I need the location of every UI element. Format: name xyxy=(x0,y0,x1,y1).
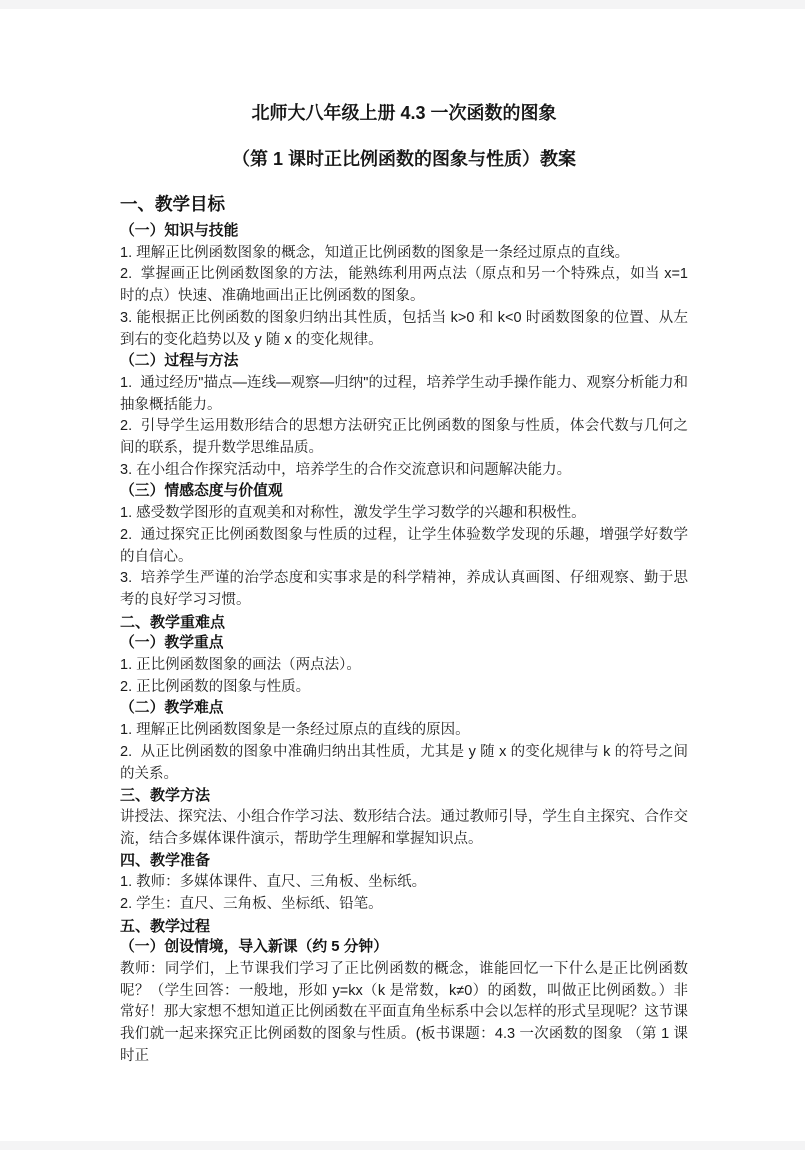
section-heading: 四、教学准备 xyxy=(120,852,211,870)
section-heading: 五、教学过程 xyxy=(120,917,211,935)
paragraph: 3. 在小组合作探究活动中，培养学生的合作交流意识和问题解决能力。 xyxy=(120,461,572,478)
subsection-heading: （一）教学重点 xyxy=(120,635,224,652)
subsection-heading: （三）情感态度与价值观 xyxy=(120,483,283,500)
subsection-heading: （二）过程与方法 xyxy=(120,353,239,370)
document-title-line-1: 北师大八年级上册 4.3 一次函数的图象 xyxy=(251,103,557,123)
subsection-heading: （二）教学难点 xyxy=(120,700,224,717)
paragraph: 教师：同学们，上节课我们学习了正比例函数的概念，谁能回忆一下什么是正比例函数呢？（学生回答：一般地，形如 y=kx（k 是常数，k≠0）的函数，叫做正比例函数。）非常好！那大家想不想知道正比例函数在平面直角坐标系中会以怎样的形式呈现呢？这节课我们就一起来探究正比例函数的图象与性质。(板书课题：4.3 一次函数的图象 （第 1 课时正 xyxy=(120,960,688,1064)
paragraph: 1. 正比例函数图象的画法（两点法）。 xyxy=(120,657,361,674)
paragraph: 1. 感受数学图形的直观美和对称性，激发学生学习数学的兴趣和积极性。 xyxy=(120,505,586,522)
paragraph: 2. 通过探究正比例函数图象与性质的过程，让学生体验数学发现的乐趣，增强学好数学的自信心。 xyxy=(120,526,688,565)
paragraph: 1. 理解正比例函数图象是一条经过原点的直线的原因。 xyxy=(120,722,470,739)
section-heading-major: 一、教学目标 xyxy=(120,194,225,214)
paragraph: 1. 理解正比例函数图象的概念，知道正比例函数的图象是一条经过原点的直线。 xyxy=(120,244,630,261)
paragraph: 讲授法、探究法、小组合作学习法、数形结合法。通过教师引导，学生自主探究、合作交流，结合多媒体课件演示，帮助学生理解和掌握知识点。 xyxy=(120,808,688,847)
paragraph: 2. 掌握画正比例函数图象的方法，能熟练利用两点法（原点和另一个特殊点，如当 x=1 时的点）快速、准确地画出正比例函数的图象。 xyxy=(120,266,693,305)
subsection-heading: （一）知识与技能 xyxy=(120,223,239,239)
document-page xyxy=(0,9,805,1141)
document-body xyxy=(120,192,693,1067)
section-heading: 二、教学重难点 xyxy=(120,613,226,631)
paragraph: 2. 引导学生运用数形结合的思想方法研究正比例函数的图象与性质，体会代数与几何之间的联系，提升数学思维品质。 xyxy=(120,418,688,457)
paragraph: 3. 能根据正比例函数的图象归纳出其性质，包括当 k>0 和 k<0 时函数图象的位置、从左到右的变化趋势以及 y 随 x 的变化规律。 xyxy=(120,309,688,348)
section-heading: 三、教学方法 xyxy=(120,787,211,805)
paragraph: 3. 培养学生严谨的治学态度和实事求是的科学精神，养成认真画图、仔细观察、勤于思考的良好学习习惯。 xyxy=(120,570,688,608)
paragraph: 1. 通过经历"描点—连线—观察—归纳"的过程，培养学生动手操作能力、观察分析能力和抽象概括能力。 xyxy=(120,374,688,413)
paragraph: 2. 学生：直尺、三角板、坐标纸、铅笔。 xyxy=(120,895,383,912)
subsection-heading: （一）创设情境，导入新课（约 5 分钟） xyxy=(120,939,388,956)
paragraph: 2. 正比例函数的图象与性质。 xyxy=(120,678,311,695)
paragraph: 1. 教师：多媒体课件、直尺、三角板、坐标纸。 xyxy=(120,874,427,891)
document-title-line-2: （第 1 课时正比例函数的图象与性质）教案 xyxy=(231,149,576,169)
paragraph: 2. 从正比例函数的图象中准确归纳出其性质，尤其是 y 随 x 的变化规律与 k 的符号之间的关系。 xyxy=(120,743,688,782)
